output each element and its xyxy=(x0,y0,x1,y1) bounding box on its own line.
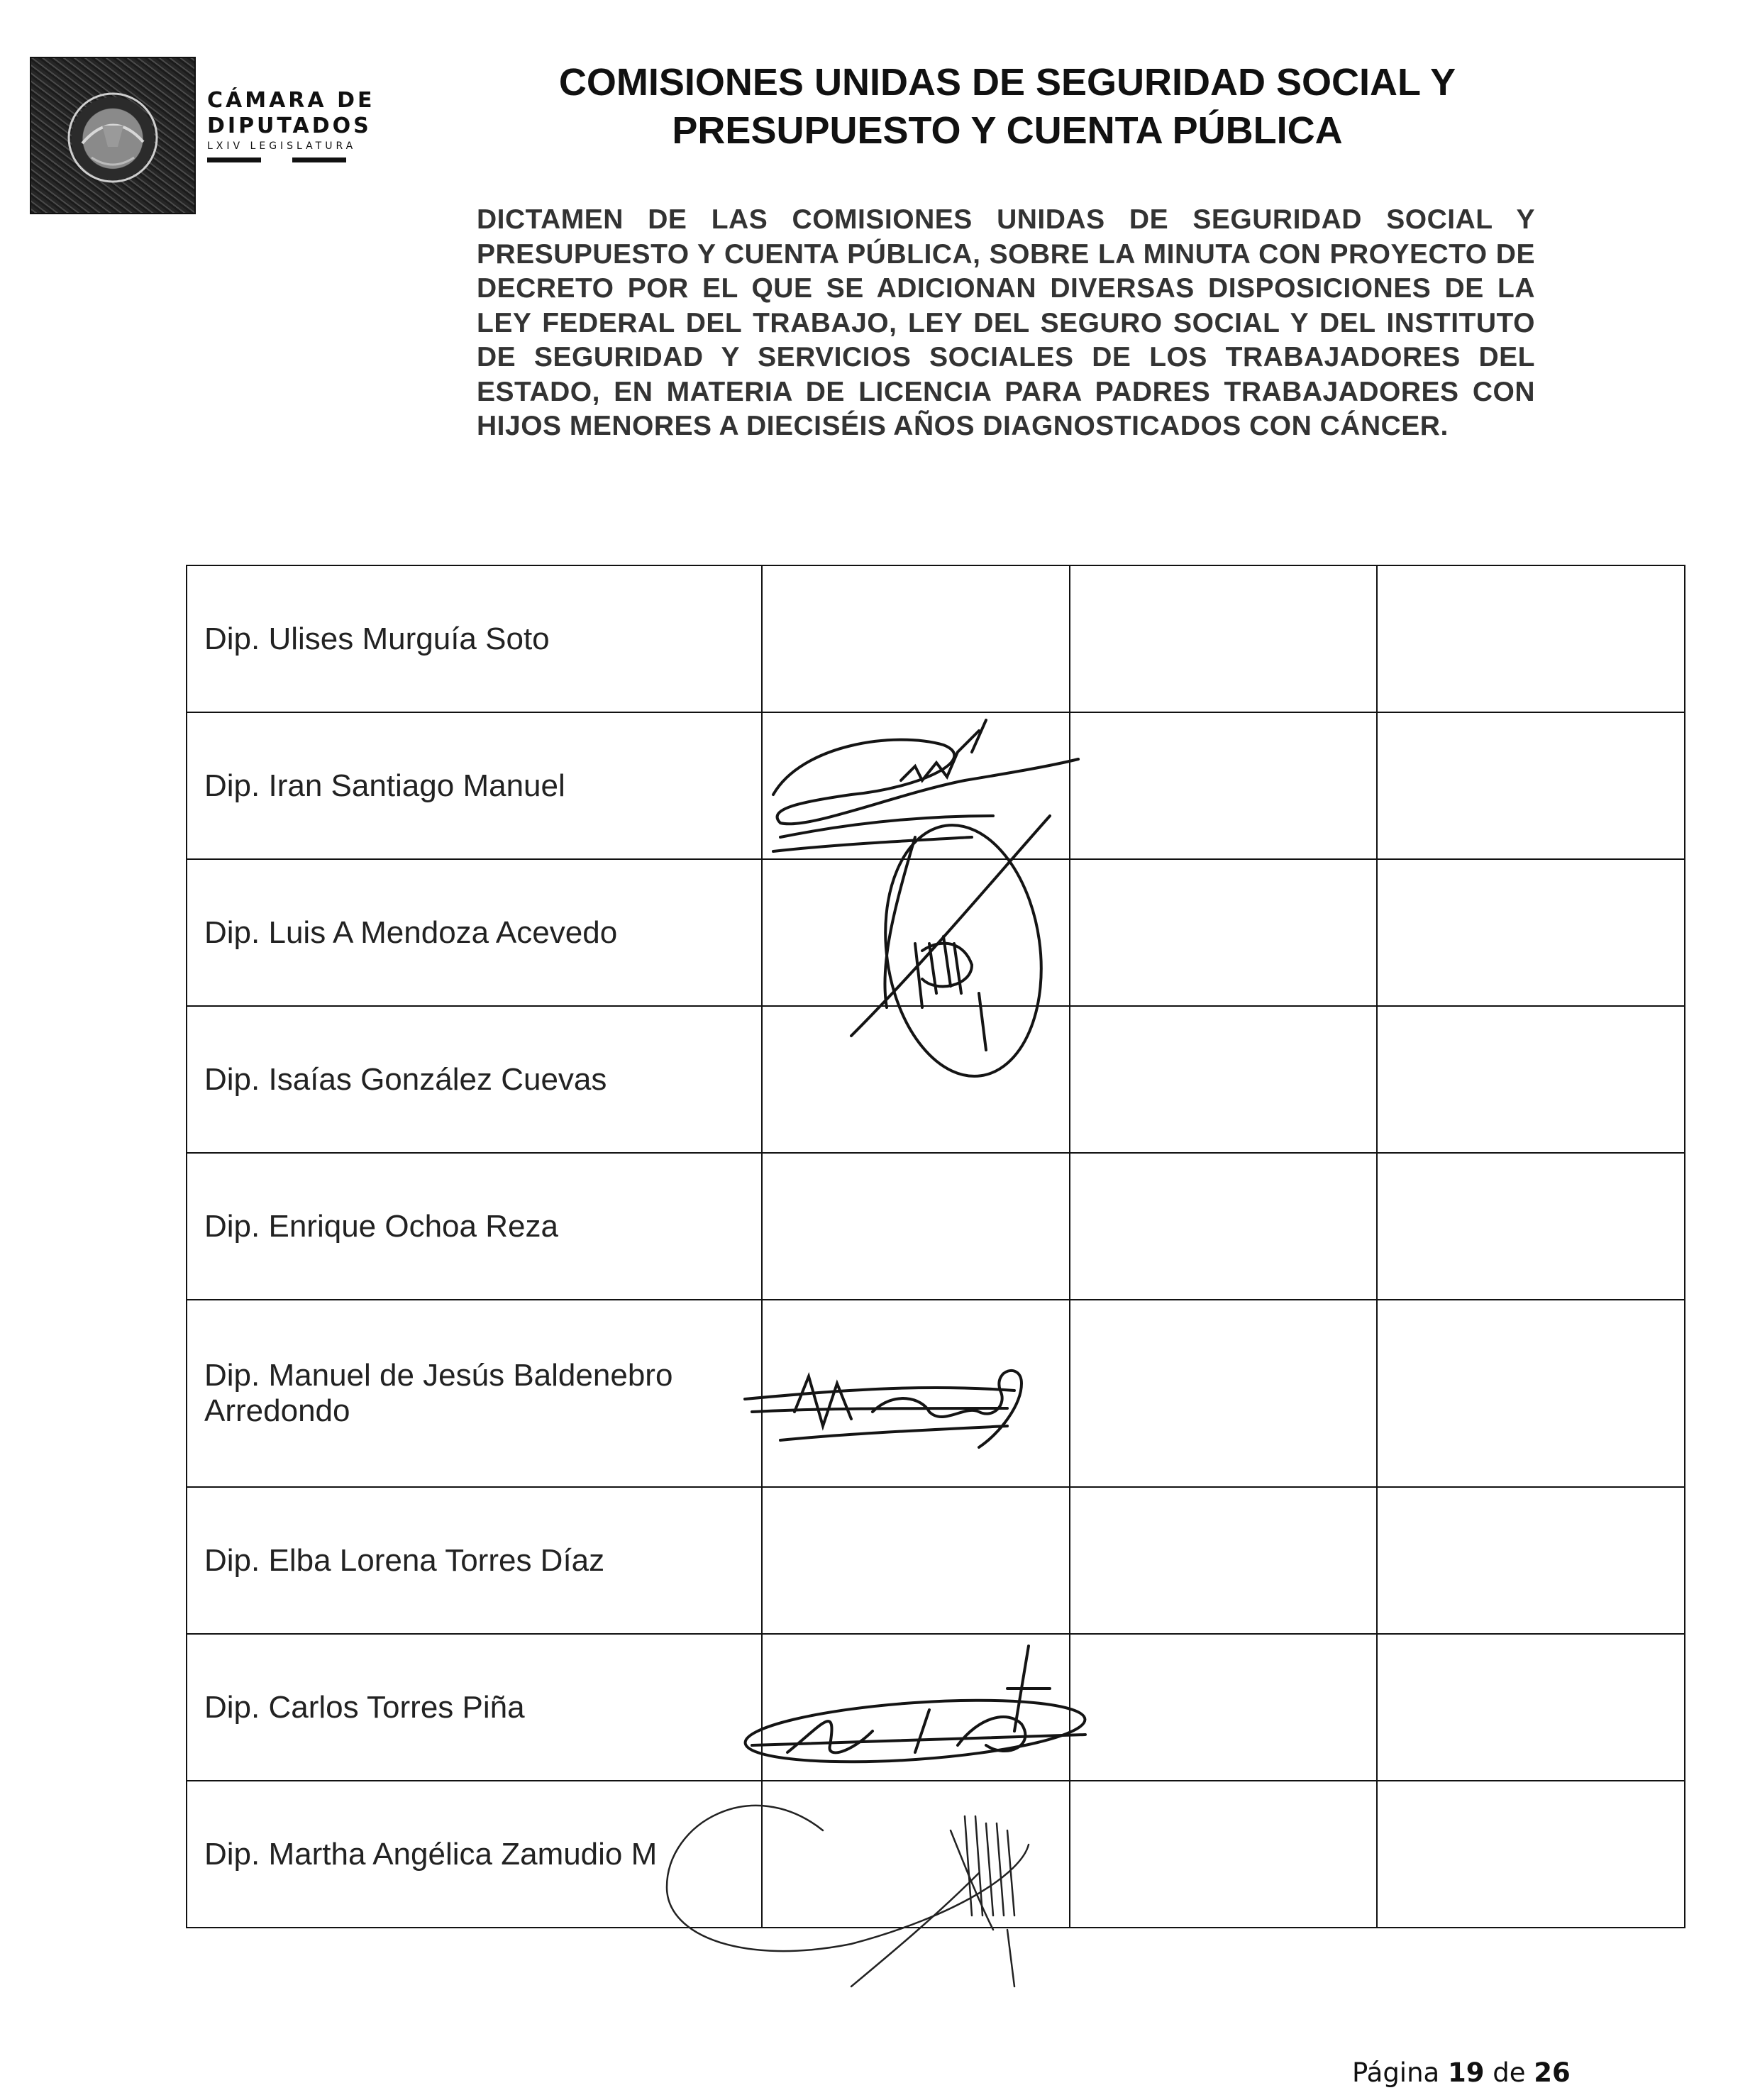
vote-cell-abstencion xyxy=(1377,1487,1685,1634)
table-row xyxy=(187,1153,1685,1300)
logo-line-diputados: DIPUTADOS xyxy=(207,114,372,138)
vote-cell-contra xyxy=(1070,1781,1378,1928)
vote-cell-contra xyxy=(1070,565,1378,712)
camara-logo-emblem xyxy=(30,57,196,214)
vote-cell-abstencion xyxy=(1377,712,1685,859)
vote-cell-favor xyxy=(762,859,1070,1006)
table-row xyxy=(187,1781,1685,1928)
page-total: 26 xyxy=(1534,2057,1571,2088)
vote-cell-abstencion xyxy=(1377,1300,1685,1487)
deputy-name: Dip. Luis A Mendoza Acevedo xyxy=(187,859,762,1006)
vote-cell-contra xyxy=(1070,1006,1378,1153)
vote-cell-favor xyxy=(762,712,1070,859)
deputy-name: Dip. Carlos Torres Piña xyxy=(187,1634,762,1781)
deputy-name: Dip. Martha Angélica Zamudio M xyxy=(187,1781,762,1928)
page-label: Página xyxy=(1352,2057,1440,2088)
vote-cell-favor xyxy=(762,1153,1070,1300)
vote-cell-contra xyxy=(1070,712,1378,859)
logo-line-legislatura: LXIV LEGISLATURA xyxy=(207,140,357,152)
vote-cell-abstencion xyxy=(1377,1781,1685,1928)
logo-line-camara: CÁMARA DE xyxy=(207,88,375,113)
vote-cell-contra xyxy=(1070,1487,1378,1634)
vote-cell-contra xyxy=(1070,859,1378,1006)
vote-cell-favor xyxy=(762,1487,1070,1634)
page-number xyxy=(1352,2057,1571,2088)
vote-cell-contra xyxy=(1070,1634,1378,1781)
votes-table xyxy=(186,565,1685,1928)
logo-bars xyxy=(207,158,375,162)
table-row xyxy=(187,1487,1685,1634)
vote-cell-abstencion xyxy=(1377,1634,1685,1781)
table-row xyxy=(187,859,1685,1006)
deputy-name: Dip. Ulises Murguía Soto xyxy=(187,565,762,712)
deputy-name: Dip. Enrique Ochoa Reza xyxy=(187,1153,762,1300)
page-of: de xyxy=(1493,2057,1526,2088)
deputy-name: Dip. Elba Lorena Torres Díaz xyxy=(187,1487,762,1634)
vote-cell-abstencion xyxy=(1377,859,1685,1006)
table-row xyxy=(187,712,1685,859)
table-row xyxy=(187,565,1685,712)
vote-cell-abstencion xyxy=(1377,1153,1685,1300)
deputy-name: Dip. Manuel de Jesús Baldenebro Arredondo xyxy=(187,1300,762,1487)
vote-cell-abstencion xyxy=(1377,565,1685,712)
page-current: 19 xyxy=(1447,2057,1485,2088)
camara-logo-text xyxy=(207,88,375,162)
vote-cell-favor xyxy=(762,1781,1070,1928)
document-title xyxy=(454,58,1561,155)
vote-cell-abstencion xyxy=(1377,1006,1685,1153)
dictamen-paragraph: DICTAMEN DE LAS COMISIONES UNIDAS DE SEGURIDAD SOCIAL Y PRESUPUESTO Y CUENTA PÚBLICA, SOBRE LA MINUTA CON PROYECTO DE DECRETO POR EL QUE SE ADICIONAN DIVERSAS DISPOSICIONES DE LA LEY FEDERAL DEL TRABAJO, LEY DEL SEGURO SOCIAL Y DEL INSTITUTO DE SEGURIDAD Y SERVICIOS SOCIALES DE LOS TRABAJADORES DEL ESTADO, EN MATERIA DE LICENCIA PARA PADRES TRABAJADORES CON HIJOS MENORES A DIECISÉIS AÑOS DIAGNOSTICADOS CON CÁNCER. xyxy=(477,204,1535,441)
deputy-name: Dip. Isaías González Cuevas xyxy=(187,1006,762,1153)
table-row xyxy=(187,1300,1685,1487)
title-line-2: PRESUPUESTO Y CUENTA PÚBLICA xyxy=(672,109,1343,152)
vote-cell-contra xyxy=(1070,1300,1378,1487)
deputy-name: Dip. Iran Santiago Manuel xyxy=(187,712,762,859)
vote-cell-favor xyxy=(762,565,1070,712)
vote-cell-contra xyxy=(1070,1153,1378,1300)
table-row xyxy=(187,1634,1685,1781)
vote-cell-favor xyxy=(762,1006,1070,1153)
vote-cell-favor xyxy=(762,1300,1070,1487)
title-line-1: COMISIONES UNIDAS DE SEGURIDAD SOCIAL Y xyxy=(558,61,1456,104)
vote-cell-favor xyxy=(762,1634,1070,1781)
table-row xyxy=(187,1006,1685,1153)
